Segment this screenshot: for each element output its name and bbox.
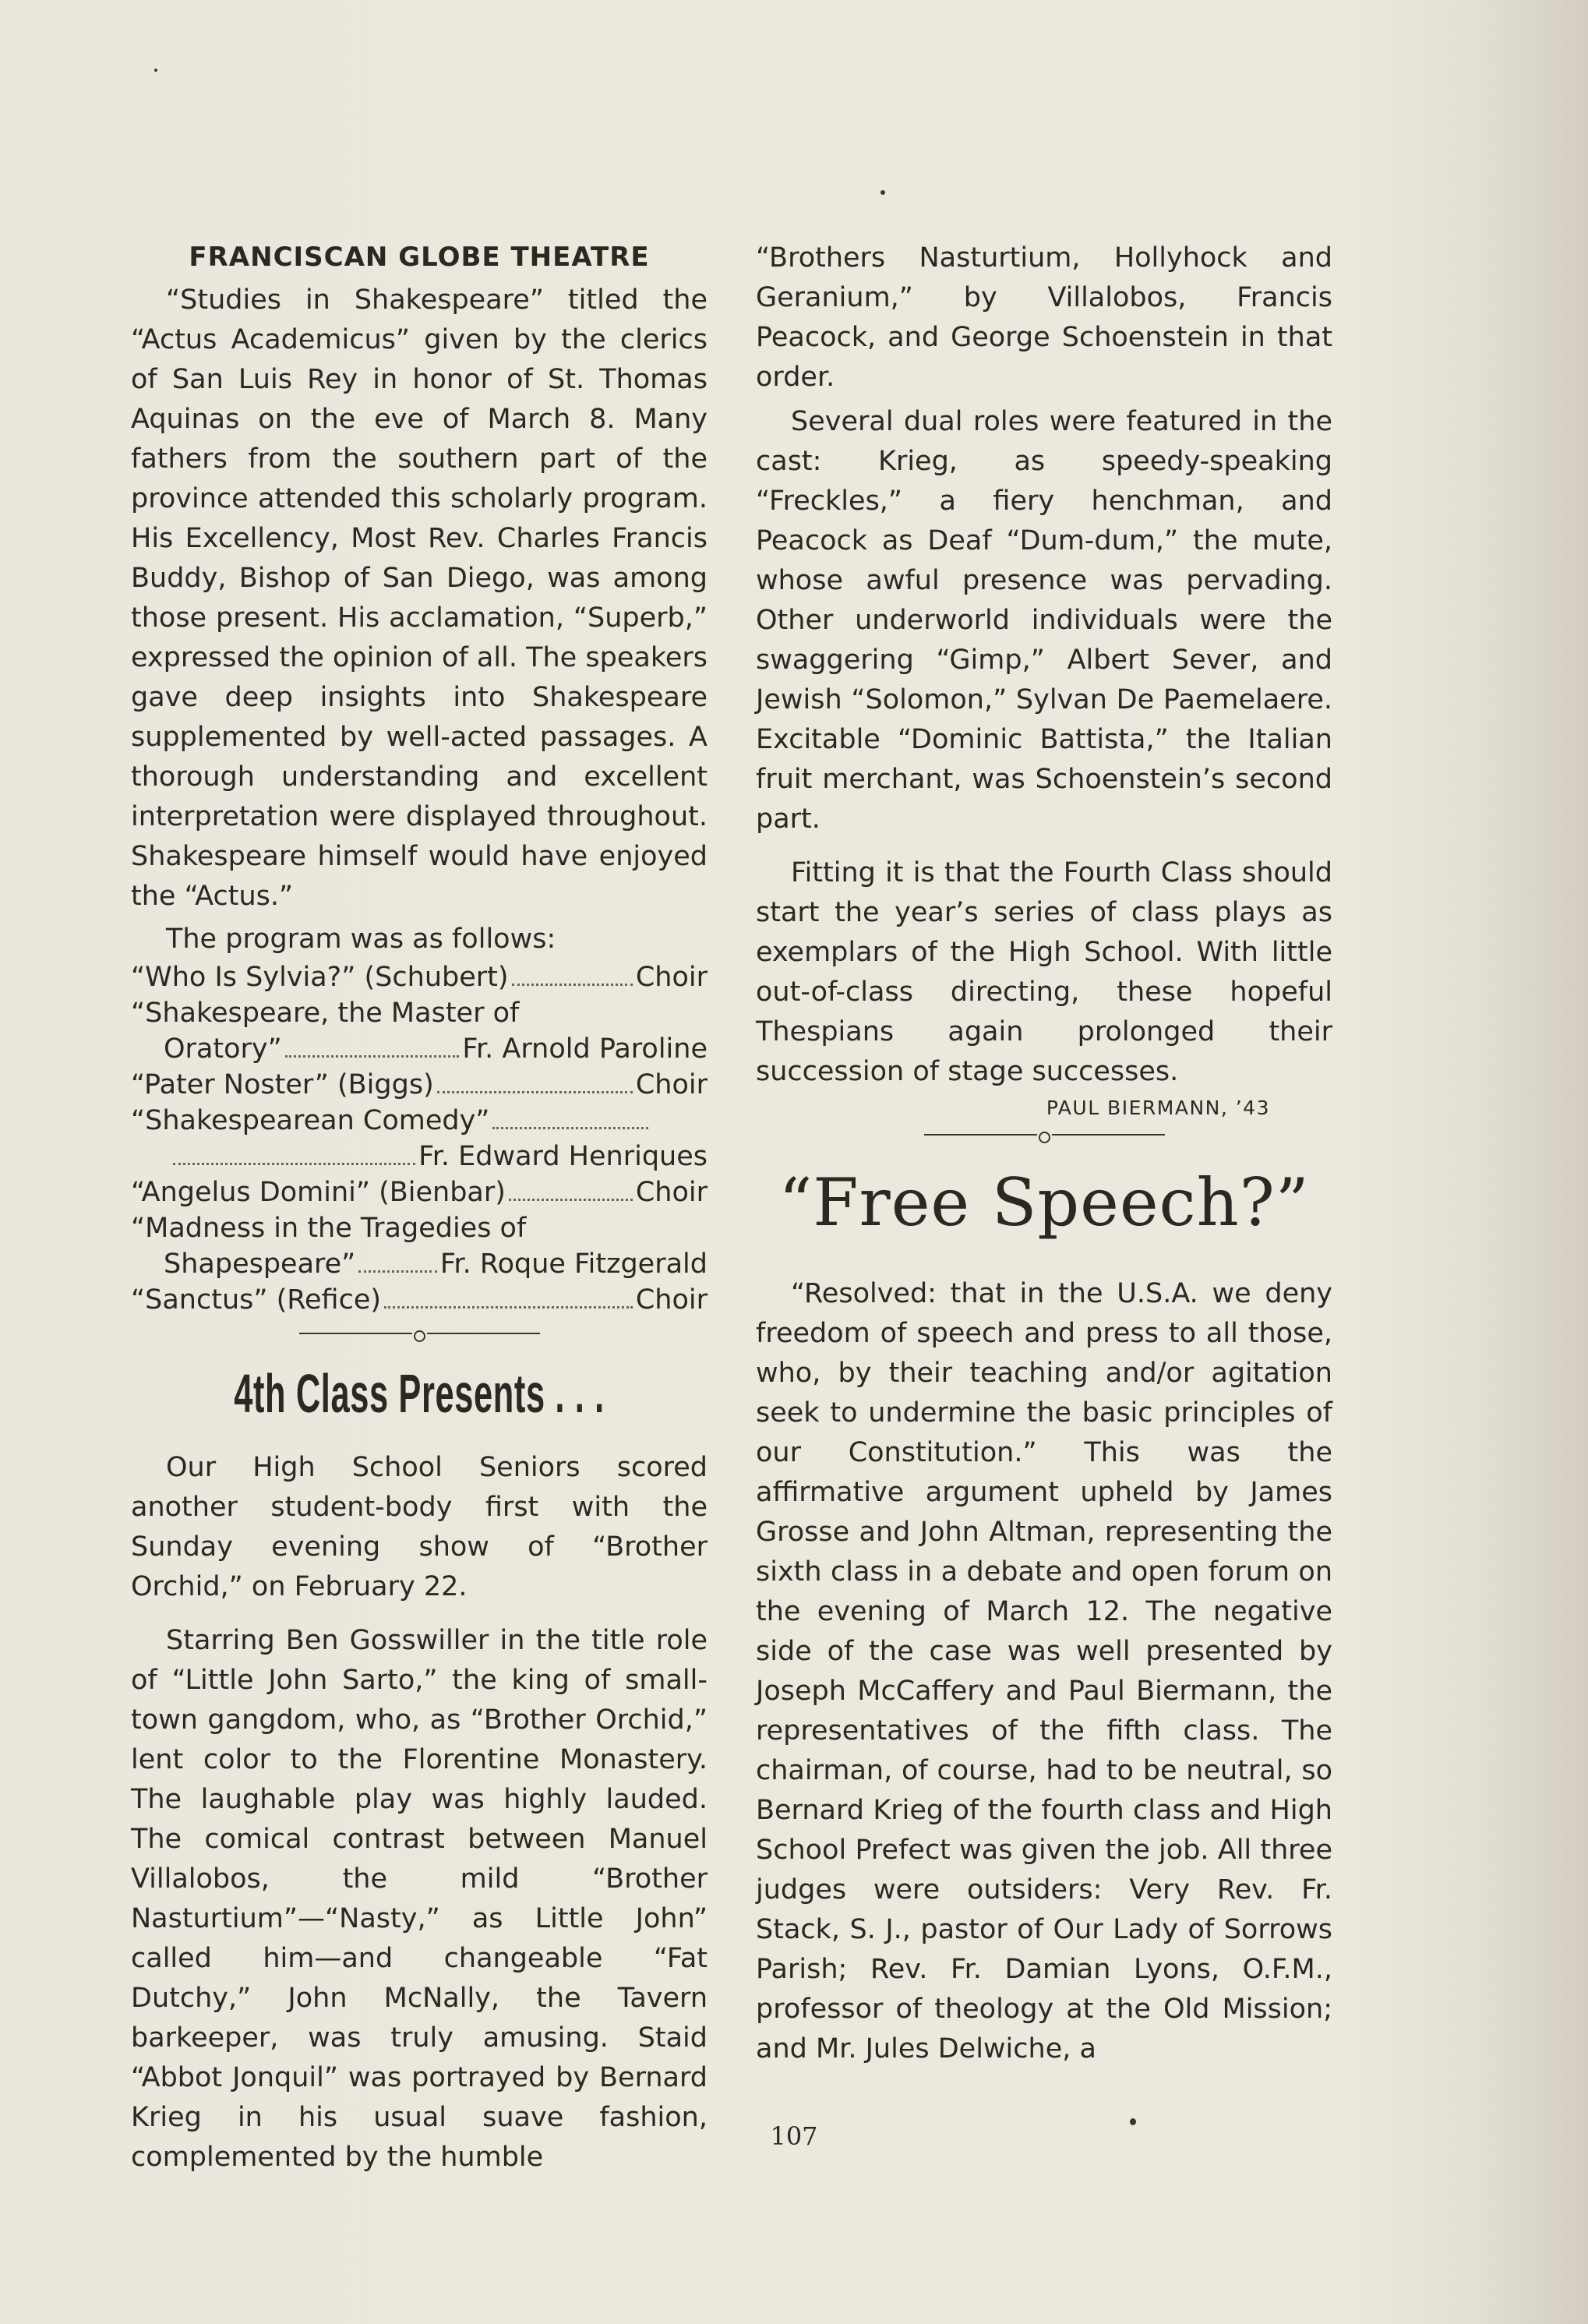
page-number: 107	[770, 2121, 818, 2151]
section-title-globe-theatre: FRANCISCAN GLOBE THEATRE	[189, 242, 650, 273]
program-title-cont: Shapespeare”	[164, 1249, 356, 1280]
program-title-cont: Oratory”	[164, 1033, 282, 1065]
program-item	[131, 1067, 708, 1103]
program-item	[131, 995, 708, 1067]
program-performer: Fr. Edward Henriques	[418, 1141, 708, 1172]
program-item	[131, 1103, 708, 1174]
program-title: “Who Is Sylvia?” (Schubert)	[131, 962, 509, 993]
paragraph: The program was as follows:	[166, 924, 556, 955]
section-divider	[756, 1128, 1332, 1140]
program-performer: Fr. Roque Fitzgerald	[439, 1249, 708, 1280]
program-title: “Shakespearean Comedy”	[131, 1105, 490, 1136]
section-divider	[131, 1327, 708, 1339]
paragraph: “Resolved: that in the U.S.A. we deny freedom of speech and press to all those, who, by their teaching and/or agitation seek to undermine the basic principles of our Constitution.” This was the affirmative argument upheld by James Grosse and John Altman, representing the sixth class in a debate and open forum on the evening of March 12. The negative side of the case was well presented by Joseph McCaffery and Paul Biermann, the representatives of the fifth class. The chairman, of course, had to be neutral, so Bernard Krieg of the fourth class and High School Prefect was given the job. All three judges were outsiders: Very Rev. Fr. Stack, S. J., pastor of Our Lady of Sorrows Parish; Rev. Fr. Damian Lyons, O.F.M., professor of theology at the Old Mission; and Mr. Jules Delwiche, a	[756, 1278, 1332, 2064]
divider-mark	[414, 1330, 425, 1342]
program-item	[131, 959, 708, 995]
byline: PAUL BIERMANN, ’43	[1046, 1097, 1270, 1119]
program-title: “Shakespeare, the Master of	[131, 998, 520, 1029]
program-item	[131, 1174, 708, 1210]
program-performer: Choir	[635, 1069, 708, 1100]
paper-speck	[1130, 2118, 1136, 2125]
program-item	[131, 1210, 708, 1282]
right-column	[756, 234, 1332, 2069]
program-item	[131, 1282, 708, 1318]
paragraph: Starring Ben Gosswiller in the title role of “Little John Sarto,” the king of small-town gangdom, who, as “Brother Orchid,” lent color to the Florentine Monastery. The laughable play was highly lauded. The comical contrast between Manuel Villalobos, the mild “Brother Nasturtium”—“Nasty,” as Little John” called him—and changeable “Fat Dutchy,” John McNally, the Tavern barkeeper, was truly amusing. Staid “Abbot Jonquil” was portrayed by Bernard Krieg in his usual suave fashion, complemented by the humble	[131, 1625, 708, 2173]
left-column	[131, 234, 708, 2177]
program-performer: Choir	[635, 1177, 708, 1208]
section-title-free-speech: “Free Speech?”	[778, 1164, 1310, 1241]
program-performer: Choir	[635, 962, 708, 993]
paragraph: Fitting it is that the Fourth Class should start the year’s series of class plays as exemplars of the High School. With little out-of-class directing, these hopeful Thespians again prolonged their succession of stage successes.	[756, 857, 1332, 1087]
paragraph: “Studies in Shakespeare” titled the “Actus Academicus” given by the clerics of San Luis Rey in honor of St. Thomas Aquinas on the eve of March 8. Many fathers from the southern part of the province attended this scholarly program. His Excellency, Most Rev. Charles Francis Buddy, Bishop of San Diego, was among those present. His acclamation, “Superb,” expressed the opinion of all. The speakers gave deep insights into Shakespeare supplemented by well-acted passages. A thorough understanding and excellent interpretation were displayed throughout. Shakespeare himself would have enjoyed the “Actus.”	[131, 284, 708, 912]
program-performer: Fr. Arnold Paroline	[462, 1033, 708, 1065]
program-title: “Sanctus” (Refice)	[131, 1284, 382, 1316]
program-list	[131, 959, 708, 1318]
paragraph: Several dual roles were featured in the cast: Krieg, as speedy-speaking “Freckles,” a fiery henchman, and Peacock as Deaf “Dum-dum,” the mute, whose awful presence was pervading. Other underworld individuals were the swaggering “Gimp,” Albert Sever, and Jewish “Solomon,” Sylvan De Paemelaere. Excitable “Dominic Battista,” the Italian fruit merchant, was Schoenstein’s second part.	[756, 406, 1332, 835]
paper-speck	[880, 190, 885, 195]
program-title: “Pater Noster” (Biggs)	[131, 1069, 434, 1100]
program-title: “Madness in the Tragedies of	[131, 1213, 527, 1244]
divider-mark	[1039, 1132, 1050, 1143]
paragraph: Our High School Seniors scored another student-body first with the Sunday evening show of “Brother Orchid,” on February 22.	[131, 1452, 708, 1602]
program-performer: Choir	[635, 1284, 708, 1316]
paragraph: “Brothers Nasturtium, Hollyhock and Geranium,” by Villalobos, Francis Peacock, and George Schoenstein in that order.	[756, 242, 1332, 393]
section-title-4th-class: 4th Class Presents . . .	[234, 1363, 605, 1424]
program-title: “Angelus Domini” (Bienbar)	[131, 1177, 506, 1208]
paper-speck	[154, 69, 157, 72]
